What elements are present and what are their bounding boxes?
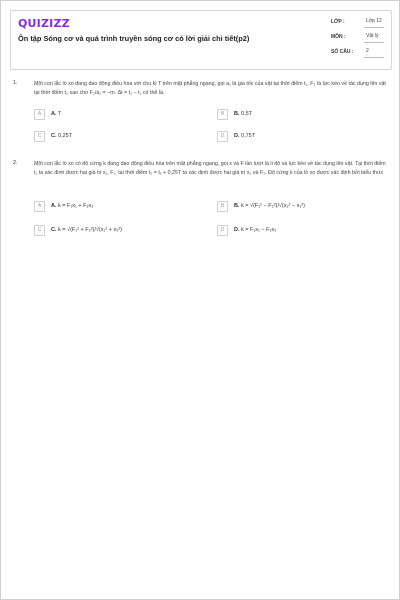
question-1 — [13, 80, 389, 150]
option-letter: A — [34, 109, 45, 120]
option-value: T — [57, 111, 62, 117]
option-letter: B — [217, 201, 228, 212]
option-key: A. — [51, 203, 57, 209]
option-value: k = √(F₁² − F₂²)/√(x₂² − x₁²) — [241, 203, 306, 209]
meta-info — [331, 18, 391, 63]
option-a[interactable] — [34, 109, 184, 121]
option-text — [51, 203, 94, 209]
meta-question-count — [331, 48, 391, 63]
option-text — [51, 227, 122, 233]
option-b[interactable] — [217, 109, 367, 121]
option-value: 0,5T — [241, 111, 253, 117]
option-text — [51, 133, 72, 139]
option-text — [234, 203, 305, 209]
meta-subject — [331, 33, 391, 48]
option-value: 0,25T — [58, 133, 73, 139]
option-text — [234, 111, 252, 117]
option-key: B. — [234, 203, 240, 209]
quizizz-logo: QUIZIZZ — [18, 17, 70, 30]
option-d[interactable] — [217, 131, 367, 143]
option-text — [51, 111, 61, 117]
worksheet-header — [10, 10, 392, 70]
meta-label: LỚP : — [331, 19, 345, 25]
meta-value: 2 — [364, 48, 384, 58]
option-a[interactable] — [34, 201, 184, 213]
option-key: D. — [234, 227, 240, 233]
option-value: k = F₁x₁ + F₂x₂ — [58, 203, 94, 209]
option-letter: B — [217, 109, 228, 120]
meta-value: Lớp 12 — [364, 18, 384, 28]
option-letter: C — [34, 131, 45, 142]
meta-value: Vật lý — [364, 33, 384, 43]
option-d[interactable] — [217, 225, 367, 237]
meta-label: SỐ CÂU : — [331, 49, 354, 55]
option-key: D. — [234, 133, 240, 139]
option-c[interactable] — [34, 225, 184, 237]
option-letter: C — [34, 225, 45, 236]
option-letter: D — [217, 131, 228, 142]
option-key: C. — [51, 227, 57, 233]
page-title: Ôn tập Sóng cơ và quá trình truyền sóng cơ có lời giải chi tiết(p2) — [18, 34, 250, 43]
option-letter: A — [34, 201, 45, 212]
option-text — [234, 133, 255, 139]
option-value: k = F₁x₁ − F₂x₂ — [241, 227, 277, 233]
meta-label: MÔN : — [331, 34, 346, 40]
option-key: C. — [51, 133, 57, 139]
option-key: B. — [234, 111, 240, 117]
option-b[interactable] — [217, 201, 367, 213]
question-number: 2. — [13, 160, 18, 166]
option-c[interactable] — [34, 131, 184, 143]
question-text: Một con lắc lò xo đang dao động điều hòa với chu kì T trên mặt phẳng ngang, gọi a₁ là gia tốc của vật tại thời điểm t₁, F₂ là lực kéo về tác dụng lên vật tại thời điểm t₂ sao cho F₂/a₁ = −m. Δt = t₂ − t₁ có thể là. — [34, 81, 386, 96]
option-value: k = √(F₁² + F₂²)/√(x₁² + x₂²) — [58, 227, 123, 233]
option-text — [234, 227, 277, 233]
meta-class — [331, 18, 391, 33]
option-key: A. — [51, 111, 57, 117]
question-text: Một con lắc lò xo có độ cứng k đang dao động điều hòa trên mặt phẳng ngang, gọi x và F lần lượt là li độ và lực kéo về tác dụng lên vật. Tại thời điểm t₁ ta xác định được hai giá trị x₁, F₁; tại thời điểm t₂ = t₁ + 0,25T ta xác định được hai giá trị x₂ và F₂. Độ cứng k của lò xo được xác định bởi biểu thức — [34, 161, 386, 176]
question-number: 1. — [13, 80, 18, 86]
option-letter: D — [217, 225, 228, 236]
option-value: 0,75T — [241, 133, 256, 139]
question-2 — [13, 160, 389, 250]
